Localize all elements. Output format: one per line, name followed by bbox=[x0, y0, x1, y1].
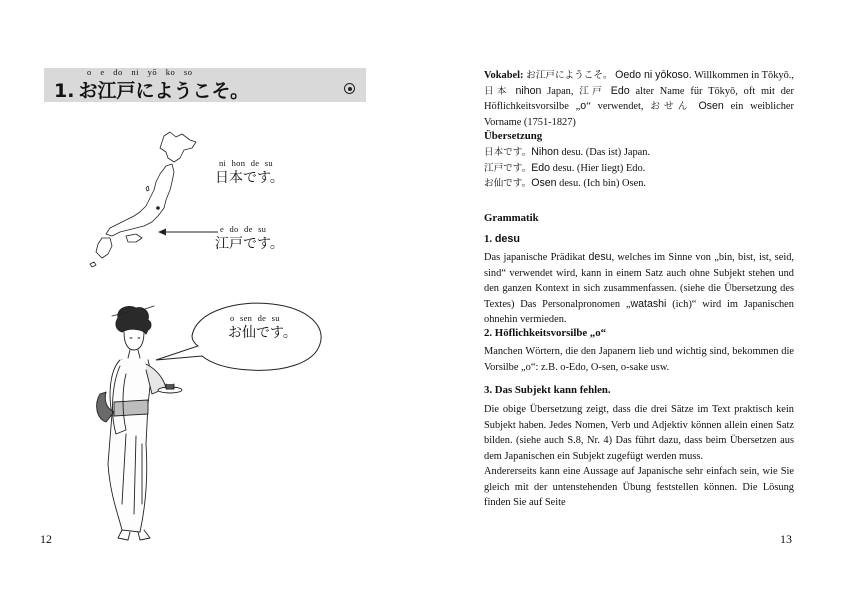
text-fragment: , welches im Sinne von „bin, bist, ist, seid, sind“ verwendet wird, kann in einem Satz auch ohne Subjekt stehen und den ganzen Kontext in sich zusammenfassen. (siehe die Übersetzung des Textes) Das Personalpronomen „ bbox=[484, 252, 794, 310]
vokabel-jp-3: 江戸 bbox=[579, 85, 605, 97]
vokabel-text-1: Willkommen in Tōkyō., bbox=[691, 70, 794, 81]
vokabel-label: Vokabel: bbox=[484, 70, 524, 81]
page-number-left: 12 bbox=[40, 532, 52, 546]
text-fragment: Das japanische Prädikat bbox=[484, 252, 589, 263]
vokabel-text-2: Japan, bbox=[541, 85, 580, 97]
paragraph: Die obige Übersetzung zeigt, dass die drei Sätze im Text praktisch kein Subjekt haben. Jedes Nomen, Verb und Adjektiv können allein einen Satz bilden. (siehe auch S.8, Nr. 4) Das führt dazu, dass beim Übersetzen aus dem Japanischen ein Subjekt zugefügt werden muss. bbox=[484, 404, 794, 462]
uebersetzung-row bbox=[484, 161, 794, 177]
lesson-title bbox=[54, 76, 249, 103]
audio-track-icon[interactable] bbox=[344, 83, 355, 94]
grammatik-section-3-title: 3. Das Subjekt kann fehlen. bbox=[484, 384, 611, 396]
uebersetzung-rom: Osen bbox=[531, 177, 557, 189]
uebersetzung-row bbox=[484, 145, 794, 161]
grammatik-heading: Grammatik bbox=[484, 212, 539, 224]
section-number: 1. bbox=[484, 233, 493, 245]
geisha-illustration bbox=[92, 304, 192, 544]
vokabel-rom-5: Osen bbox=[698, 100, 724, 112]
edo-ruby: e do de su bbox=[220, 224, 267, 234]
uebersetzung-rom: Nihon bbox=[531, 146, 559, 158]
edo-desu-text: 江戸です。 bbox=[215, 236, 284, 252]
romaji-term: desu bbox=[588, 251, 612, 263]
vokabel-rom-3: Edo bbox=[610, 84, 630, 97]
uebersetzung-rest: desu. (Das ist) Japan. bbox=[558, 147, 651, 158]
grammatik-section-3-text bbox=[484, 402, 794, 511]
grammatik-section-1-title bbox=[484, 233, 520, 245]
lesson-number: 1. bbox=[54, 80, 75, 102]
osen-ruby: o sen de su bbox=[230, 313, 280, 323]
grammatik-section-1-text bbox=[484, 250, 794, 328]
grammatik-section-2-title: 2. Höflichkeitsvorsilbe „o“ bbox=[484, 327, 607, 339]
vokabel-rom-2: nihon bbox=[515, 84, 542, 97]
osen-desu-text: お仙です。 bbox=[228, 325, 297, 341]
vokabel-paragraph bbox=[484, 68, 794, 130]
lesson-title-ruby: o e do ni yō ko so bbox=[87, 67, 193, 77]
uebersetzung-jp: 日本です。 bbox=[484, 147, 532, 158]
right-page bbox=[425, 0, 849, 600]
uebersetzung-rest: desu. (Ich bin) Osen. bbox=[556, 178, 646, 189]
vokabel-rom-1: Oedo ni yōkoso. bbox=[615, 69, 692, 81]
lesson-title-text: お江戸にようこそ。 bbox=[78, 80, 250, 102]
uebersetzung-rom: Edo bbox=[531, 161, 551, 174]
vokabel-jp-2: 日本 bbox=[484, 85, 510, 97]
uebersetzung-list bbox=[484, 145, 794, 192]
vokabel-text-3: alter Name für Tōkyō, oft mit der Höflichkeitsvorsilbe „ bbox=[484, 85, 794, 112]
uebersetzung-rest: desu. (Hier liegt) Edo. bbox=[550, 162, 646, 174]
romaji-term: watashi bbox=[630, 297, 667, 310]
uebersetzung-row bbox=[484, 176, 794, 192]
uebersetzung-jp: お仙です。 bbox=[484, 178, 532, 189]
left-page bbox=[0, 0, 424, 600]
vokabel-jp-1: お江戸にようこそ。 bbox=[526, 70, 613, 81]
uebersetzung-jp: 江戸です。 bbox=[484, 162, 532, 174]
page-number-right: 13 bbox=[780, 532, 792, 546]
edo-arrow bbox=[158, 226, 218, 238]
grammatik-section-2-text: Manchen Wörtern, die den Japanern lieb und wichtig sind, bekommen die Vorsilbe „o“: z.B. o-Edo, O-sen, o-sake usw. bbox=[484, 346, 794, 373]
uebersetzung-heading: Übersetzung bbox=[484, 130, 543, 142]
edo-marker bbox=[156, 206, 160, 210]
nihon-ruby: ni hon de su bbox=[219, 158, 273, 168]
japan-map-illustration bbox=[86, 128, 206, 268]
vokabel-text-5: ein weiblicher Vorname (1751-1827) bbox=[484, 101, 794, 128]
section-title: desu bbox=[494, 233, 521, 245]
vokabel-rom-4: o bbox=[580, 100, 587, 112]
vokabel-jp-5: おせん bbox=[650, 101, 692, 112]
paragraph: Andererseits kann eine Aussage auf Japanische sehr einfach sein, wie Sie gleich mit der untenstehenden Übung feststellen können. Die Lösung finden Sie auf Seite bbox=[484, 466, 794, 508]
vokabel-text-4: “ verwendet, bbox=[586, 101, 651, 112]
nihon-desu-text: 日本です。 bbox=[215, 170, 284, 186]
text-fragment: (ich)“ wird im Japanischen ohnehin vermieden. bbox=[484, 298, 794, 325]
